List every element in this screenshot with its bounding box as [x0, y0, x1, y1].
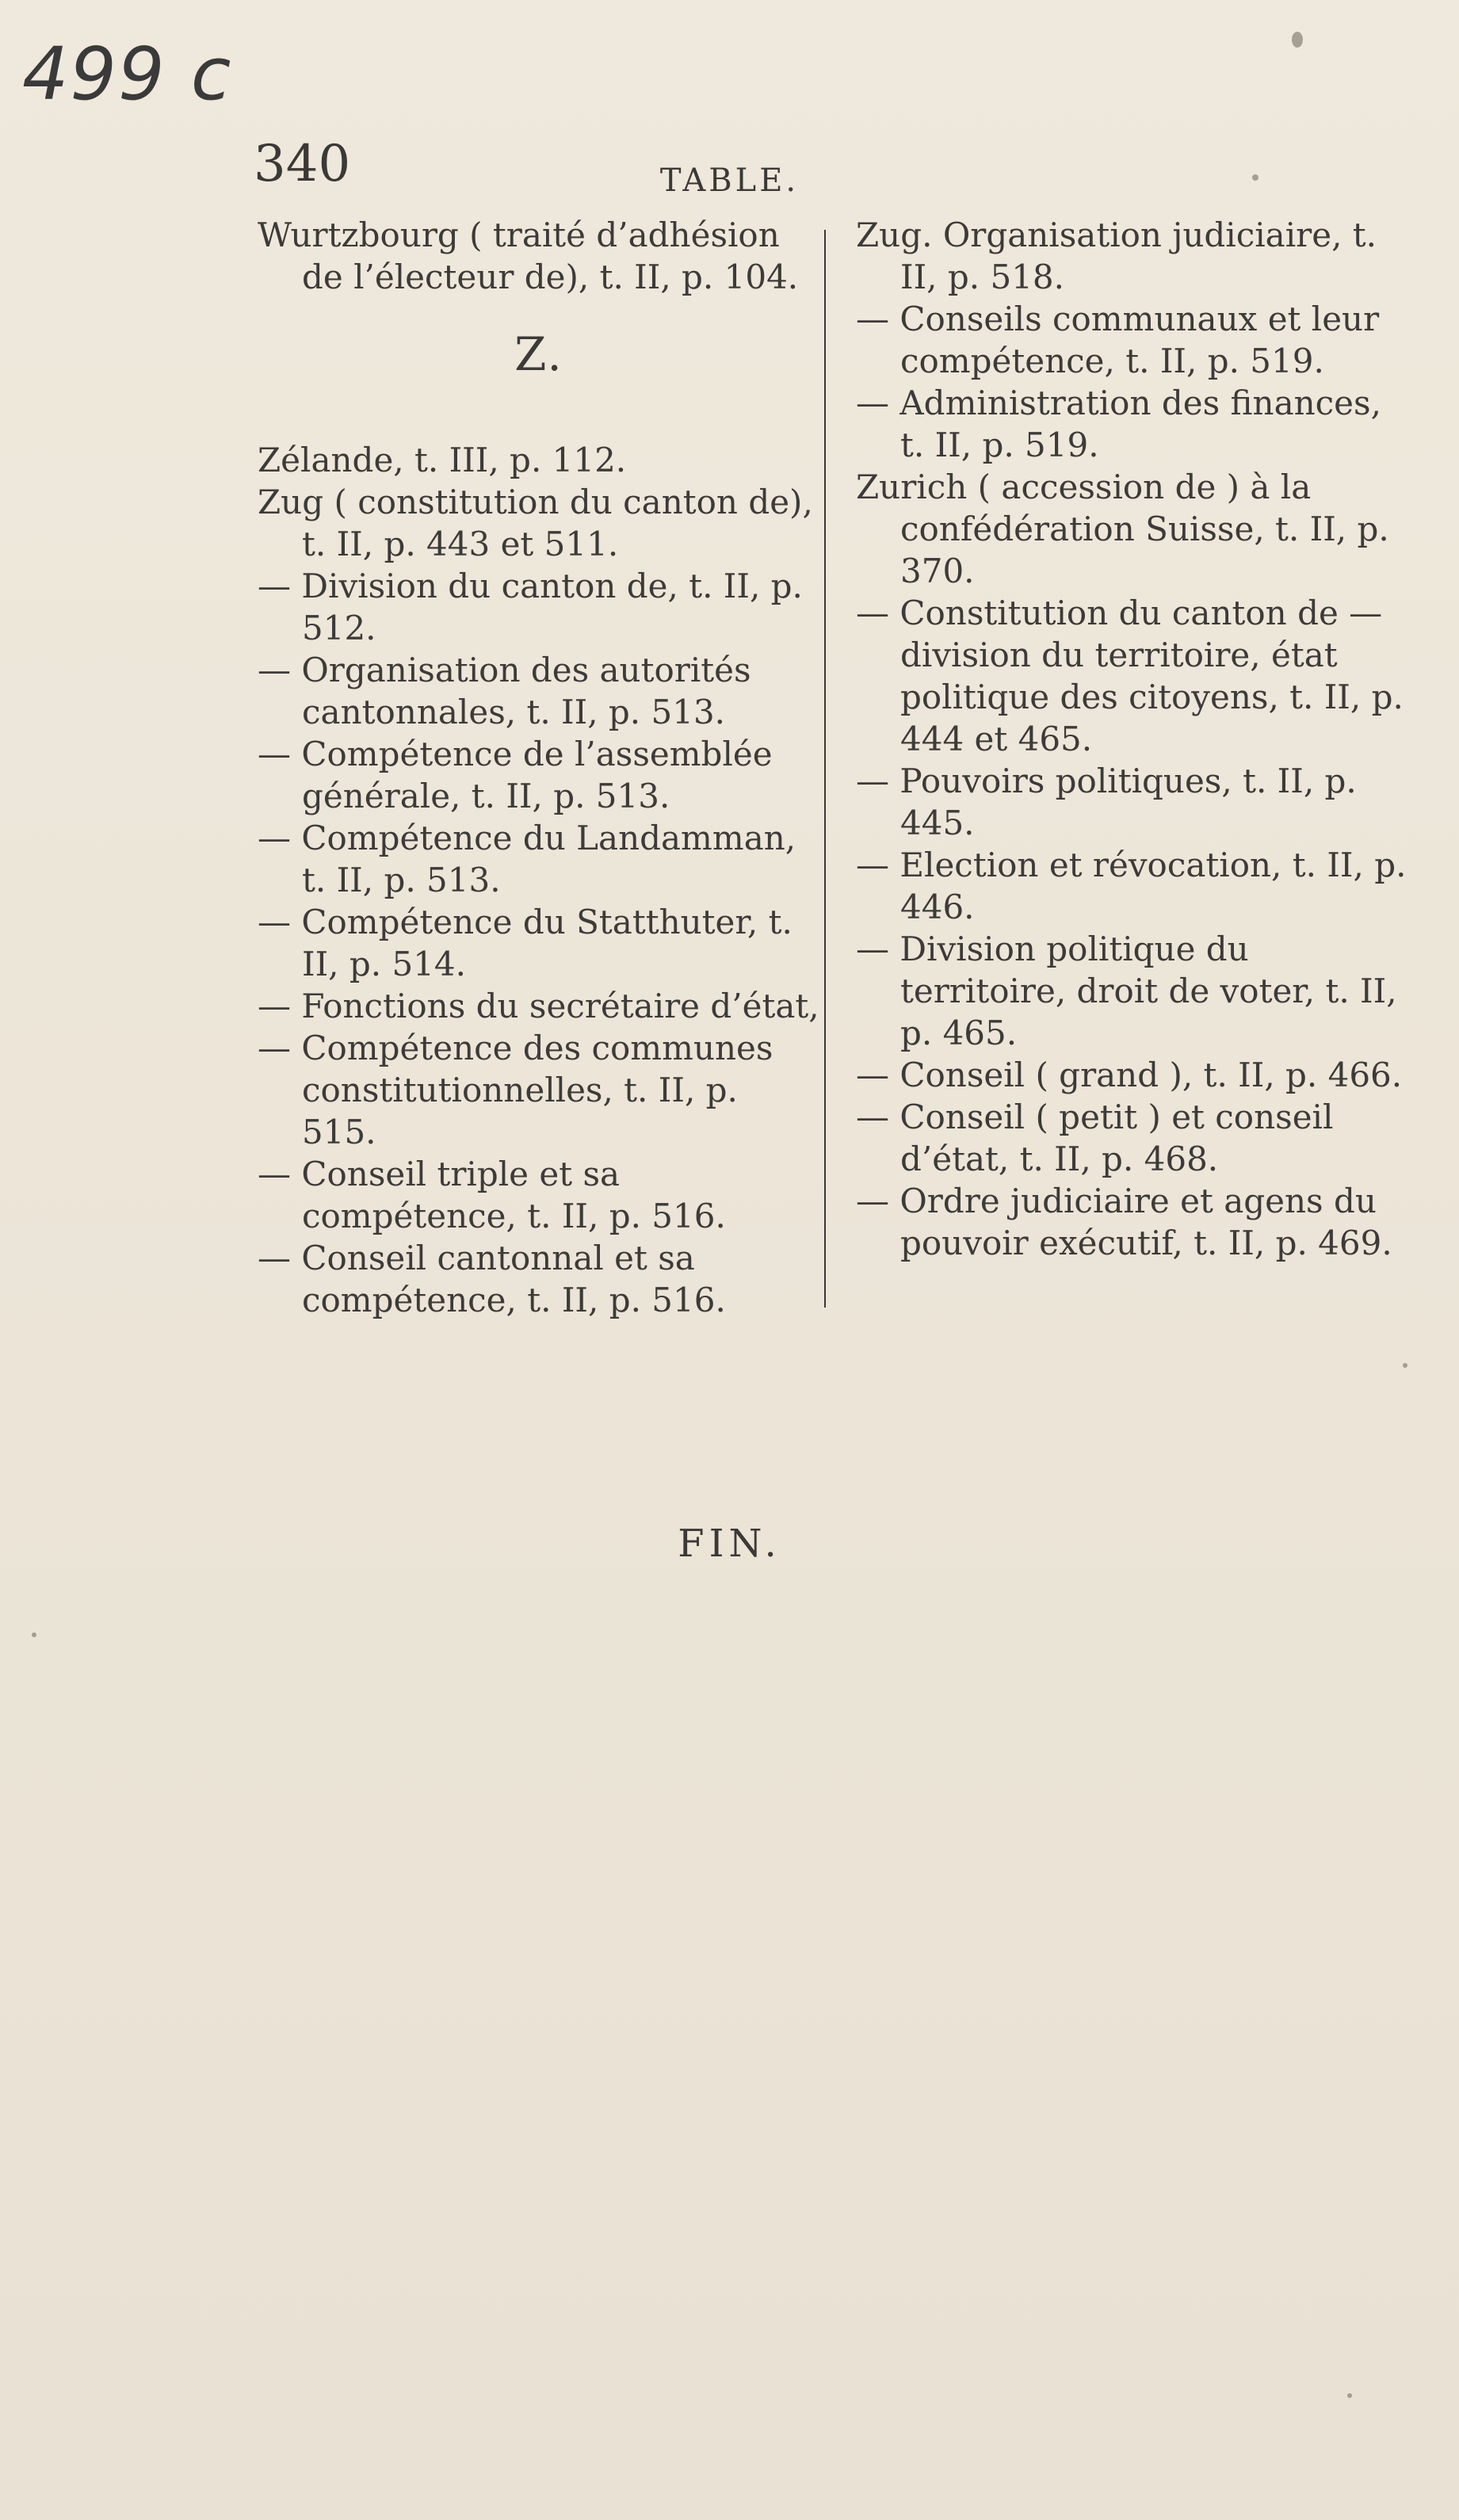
index-entry: — Conseil cantonnal et sa compétence, t. II, p. 516. — [258, 1239, 726, 1319]
end-mark: FIN. — [678, 1522, 781, 1566]
paper-speck — [1292, 32, 1303, 48]
index-column-right — [856, 214, 1411, 1264]
index-entry: — Conseil ( petit ) et conseil d’état, t. II, p. 468. — [856, 1098, 1334, 1178]
running-title: TABLE. — [659, 162, 800, 199]
index-entry: Zélande, t. III, p. 112. — [258, 441, 627, 479]
page-number: 340 — [254, 135, 351, 193]
paper-speck — [32, 1632, 36, 1637]
index-entry: — Conseils communaux et leur compétence, t. II, p. 519. — [856, 300, 1380, 380]
paper-speck — [1347, 2393, 1352, 2398]
index-entry: Zug ( constitution du canton de), t. II, p. 443 et 511. — [258, 483, 813, 563]
index-entry: — Division politique du territoire, droit de voter, t. II, p. 465. — [856, 930, 1397, 1052]
index-entry: — Administration des finances, t. II, p. 519. — [856, 384, 1381, 464]
index-entry: — Compétence de l’assemblée générale, t. II, p. 513. — [258, 735, 773, 815]
index-entry: — Compétence du Statthuter, t. II, p. 514. — [258, 903, 793, 983]
index-entry: — Conseil triple et sa compétence, t. II, p. 516. — [258, 1155, 726, 1235]
index-entry: — Compétence du Landamman, t. II, p. 513. — [258, 819, 796, 899]
index-entry: — Compétence des communes constitutionnelles, t. II, p. 515. — [258, 1029, 773, 1151]
paper-speck — [1252, 174, 1258, 181]
section-letter: Z. — [514, 327, 563, 381]
paper-speck — [1403, 1363, 1407, 1368]
index-entry: — Division du canton de, t. II, p. 512. — [258, 567, 803, 647]
index-entry: Zurich ( accession de ) à la confédération Suisse, t. II, p. 370. — [856, 468, 1389, 590]
index-entry: — Conseil ( grand ), t. II, p. 466. — [856, 1056, 1403, 1094]
column-divider — [824, 230, 826, 1308]
index-column-left — [258, 214, 820, 1321]
index-entry: — Pouvoirs politiques, t. II, p. 445. — [856, 762, 1357, 842]
index-entry: — Organisation des autorités cantonnales, t. II, p. 513. — [258, 651, 751, 731]
index-entry: — Election et révocation, t. II, p. 446. — [856, 846, 1407, 926]
index-entry: — Ordre judiciaire et agens du pouvoir exécutif, t. II, p. 469. — [856, 1182, 1392, 1262]
index-entry: Wurtzbourg ( traité d’adhésion de l’électeur de), t. II, p. 104. — [258, 216, 799, 296]
index-entry: Zug. Organisation judiciaire, t. II, p. 518. — [856, 216, 1377, 296]
index-entry: — Constitution du canton de — division du territoire, état politique des citoyens, t. II, p. 444 et 465. — [856, 594, 1404, 758]
handwritten-shelfmark: 499 c — [22, 32, 233, 116]
index-entry: — Fonctions du secrétaire d’état, — [258, 987, 819, 1025]
